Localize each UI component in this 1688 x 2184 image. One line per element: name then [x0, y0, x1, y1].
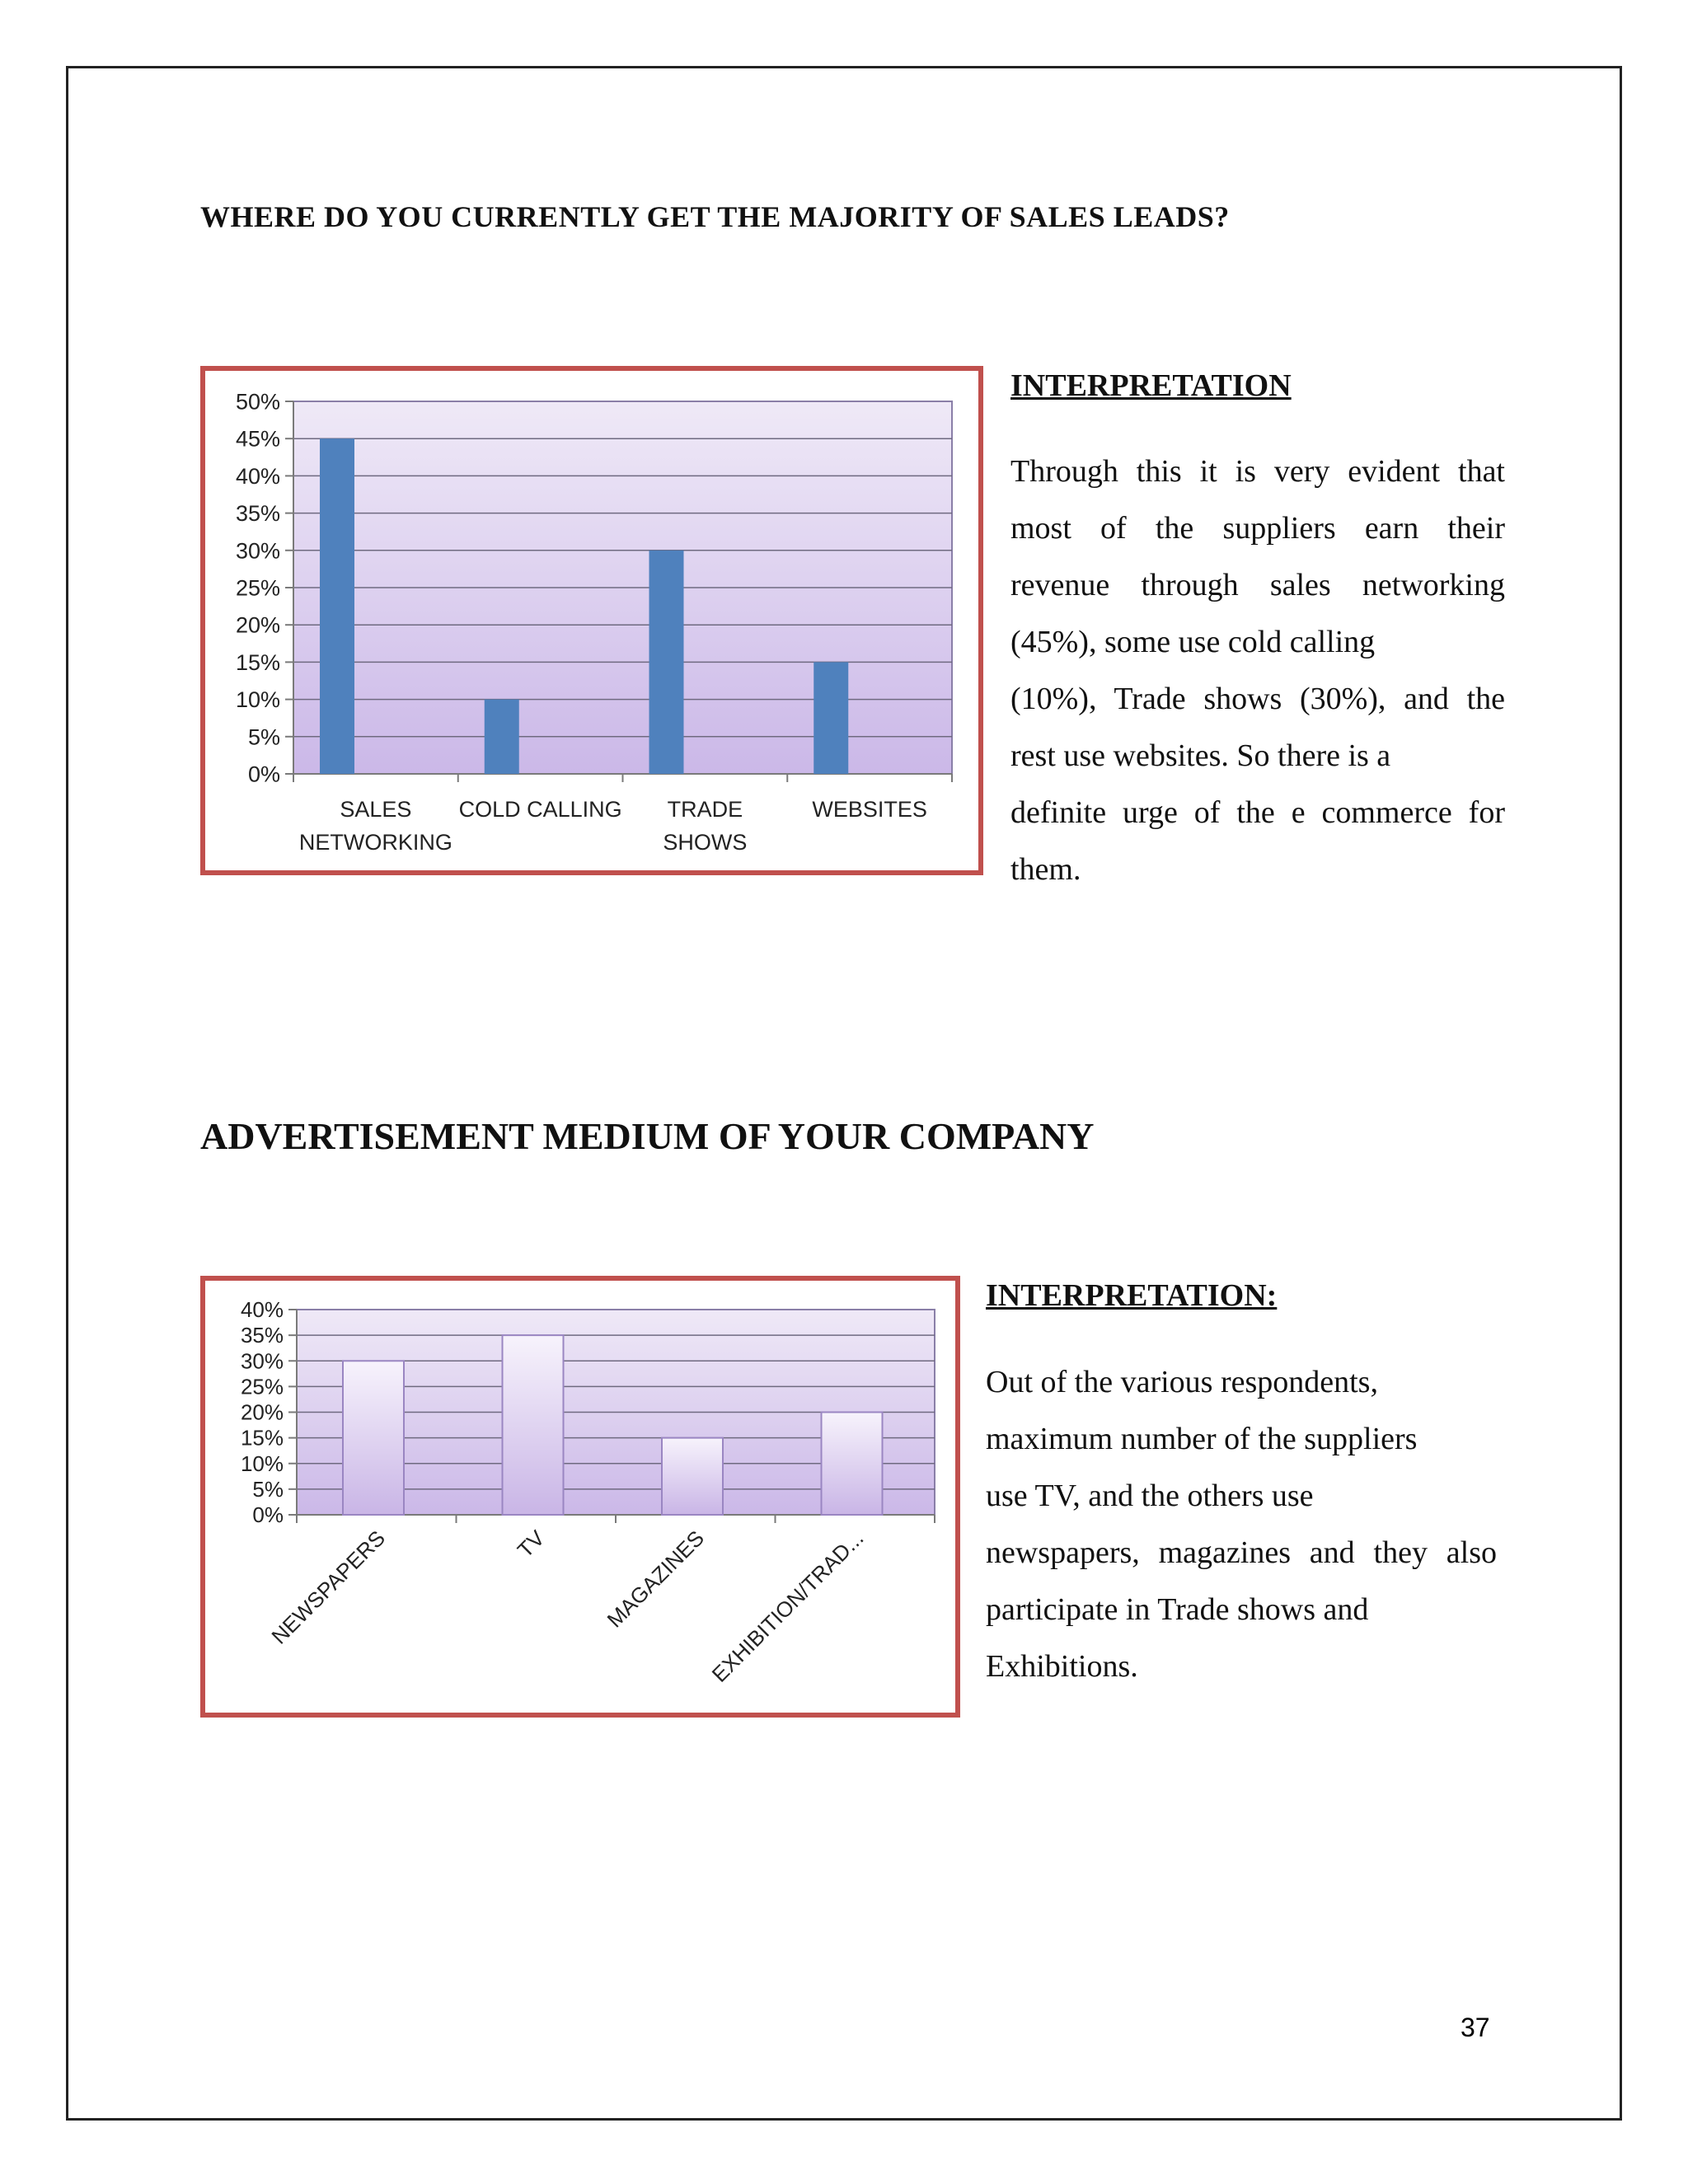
y-tick-label: 30%	[240, 1348, 284, 1374]
interpretation-line: Exhibitions.	[986, 1649, 1138, 1684]
interpretation-line: rest use websites. So there is a	[1010, 738, 1391, 773]
advertisement-medium-chart	[205, 1281, 955, 1713]
interpretation-heading-2: INTERPRETATION:	[986, 1278, 1278, 1313]
y-tick-label: 10%	[235, 687, 280, 713]
y-tick-label: 15%	[235, 649, 280, 675]
interpretation-line: participate in Trade shows and	[986, 1592, 1369, 1627]
interpretation-line: (10%), Trade shows (30%), and the	[1010, 682, 1505, 716]
x-tick-label: MAGAZINES	[602, 1526, 709, 1633]
question-title-sales-leads: WHERE DO YOU CURRENTLY GET THE MAJORITY OF SALES LEADS?	[200, 200, 1230, 233]
interpretation-line: newspapers, magazines and they also	[986, 1535, 1497, 1570]
x-tick-label: SHOWS	[663, 830, 748, 855]
y-tick-label: 20%	[240, 1399, 284, 1425]
y-tick-label: 50%	[235, 389, 280, 415]
interpretation-line: Out of the various respondents,	[986, 1365, 1378, 1399]
y-tick-label: 15%	[240, 1425, 284, 1451]
interpretation-line: most of the suppliers earn their	[1010, 511, 1505, 546]
bar	[649, 551, 684, 774]
y-tick-label: 20%	[235, 612, 280, 638]
sales-leads-chart-frame	[200, 366, 983, 875]
y-tick-label: 10%	[240, 1451, 284, 1476]
x-tick-label: TV	[512, 1526, 550, 1563]
question-title-advertisement-medium: ADVERTISEMENT MEDIUM OF YOUR COMPANY	[200, 1115, 1095, 1157]
bar	[814, 662, 848, 774]
x-tick-label: SALES	[340, 797, 412, 822]
x-tick-label: NEWSPAPERS	[266, 1526, 390, 1649]
interpretation-heading-1: INTERPRETATION	[1010, 368, 1292, 403]
x-tick-label: TRADE	[667, 797, 743, 822]
advertisement-medium-chart-frame	[200, 1276, 960, 1718]
interpretation-text-1	[1010, 443, 1505, 898]
interpretation-line: revenue through sales networking	[1010, 568, 1505, 602]
interpretation-line: maximum number of the suppliers	[986, 1422, 1418, 1456]
y-tick-label: 25%	[240, 1374, 284, 1399]
bar	[343, 1361, 404, 1515]
bar	[503, 1335, 564, 1515]
x-tick-label: EXHIBITION/TRAD...	[706, 1526, 869, 1687]
y-tick-label: 30%	[235, 538, 280, 564]
bar	[320, 438, 354, 774]
interpretation-line: them.	[1010, 852, 1081, 887]
interpretation-line: use TV, and the others use	[986, 1479, 1314, 1513]
bar	[822, 1413, 883, 1516]
y-tick-label: 0%	[252, 1502, 284, 1528]
y-tick-label: 35%	[235, 501, 280, 527]
y-tick-label: 35%	[240, 1323, 284, 1348]
y-tick-label: 5%	[252, 1476, 284, 1502]
x-tick-label: WEBSITES	[812, 797, 927, 822]
interpretation-line: Through this it is very evident that	[1010, 454, 1505, 489]
bar	[485, 700, 519, 774]
y-tick-label: 45%	[235, 426, 280, 452]
y-tick-label: 5%	[247, 724, 280, 750]
y-tick-label: 40%	[240, 1297, 284, 1323]
page-number: 37	[1461, 2013, 1490, 2042]
x-tick-label: NETWORKING	[298, 830, 452, 855]
y-tick-label: 0%	[247, 762, 280, 787]
interpretation-line: (45%), some use cold calling	[1010, 625, 1376, 659]
bar	[662, 1438, 723, 1515]
y-tick-label: 40%	[235, 463, 280, 489]
y-tick-label: 25%	[235, 575, 280, 601]
sales-leads-chart	[205, 371, 978, 870]
interpretation-text-2	[986, 1354, 1497, 1695]
interpretation-line: definite urge of the e commerce for	[1010, 795, 1505, 830]
x-tick-label: COLD CALLING	[458, 797, 622, 822]
